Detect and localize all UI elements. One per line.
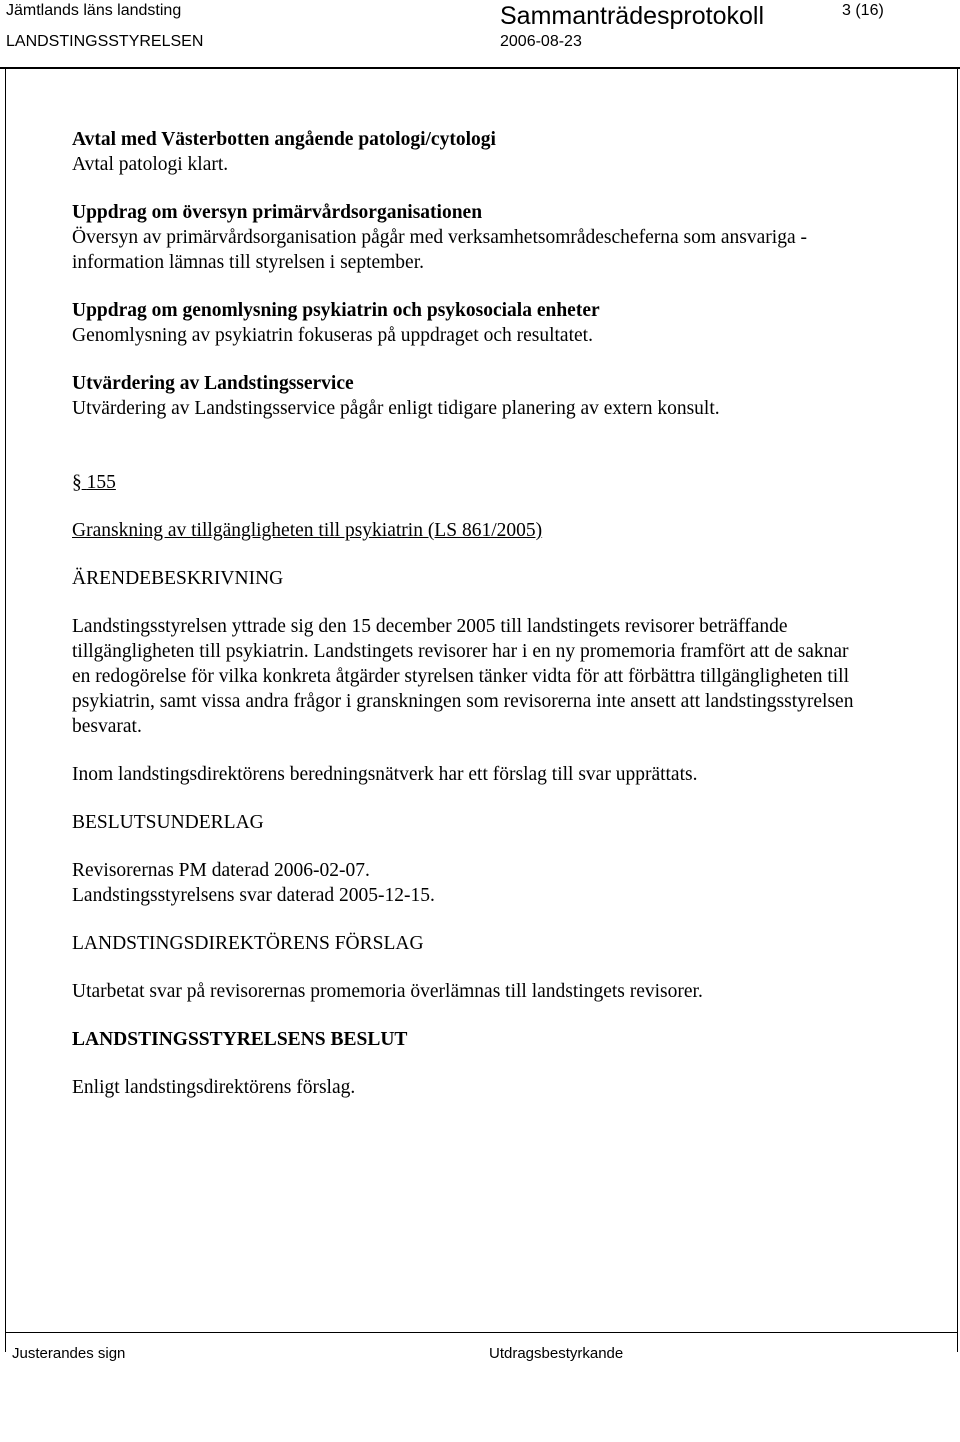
description-line: tillgängligheten till psykiatrin. Landstingets revisorer har i en ny promemoria framfört att de saknar <box>72 641 849 662</box>
section-number: 155 <box>86 472 116 493</box>
section-text-psychiatry-review: Genomlysning av psykiatrin fokuseras på uppdraget och resultatet. <box>72 325 593 346</box>
basis-item: Revisorernas PM daterad 2006-02-07. <box>72 860 370 881</box>
paragraph-title: Granskning av tillgängligheten till psykiatrin (LS 861/2005) <box>72 520 543 541</box>
basis-heading: BESLUTSUNDERLAG <box>72 812 264 833</box>
section-heading-service-evaluation: Utvärdering av Landstingsservice <box>72 373 354 394</box>
header-department: LANDSTINGSSTYRELSEN <box>6 33 204 50</box>
left-margin-line <box>5 69 6 1352</box>
header-organization: Jämtlands läns landsting <box>6 2 182 19</box>
section-text-service-evaluation: Utvärdering av Landstingsservice pågår enligt tidigare planering av extern konsult. <box>72 398 720 419</box>
paragraph-number <box>72 470 942 495</box>
header-divider <box>0 67 960 69</box>
section-heading-psychiatry-review: Uppdrag om genomlysning psykiatrin och psykosociala enheter <box>72 300 600 321</box>
footer-divider <box>5 1332 958 1333</box>
proposal-heading: LANDSTINGSDIREKTÖRENS FÖRSLAG <box>72 933 424 954</box>
section-mark: § <box>72 472 82 493</box>
section-heading-primary-care: Uppdrag om översyn primärvårdsorganisationen <box>72 202 483 223</box>
header-doc-type: Sammanträdesprotokoll <box>500 2 765 30</box>
network-text: Inom landstingsdirektörens beredningsnätverk har ett förslag till svar upprättats. <box>72 764 698 785</box>
decision-heading: LANDSTINGSSTYRELSENS BESLUT <box>72 1029 408 1050</box>
description-line: en redogörelse för vilka konkreta åtgärder styrelsen tänker vidta för att förbättra tillgängligheten till <box>72 666 850 687</box>
document-body <box>72 127 942 1100</box>
description-line: psykiatrin, samt vissa andra frågor i granskningen som revisorerna inte ansett att landstingsstyrelsen <box>72 691 854 712</box>
section-text-pathology: Avtal patologi klart. <box>72 154 229 175</box>
basis-item: Landstingsstyrelsens svar daterad 2005-12-15. <box>72 885 435 906</box>
decision-text: Enligt landstingsdirektörens förslag. <box>72 1077 356 1098</box>
description-line: Landstingsstyrelsen yttrade sig den 15 december 2005 till landstingets revisorer beträffande <box>72 616 788 637</box>
proposal-text: Utarbetat svar på revisorernas promemoria överlämnas till landstingets revisorer. <box>72 981 703 1002</box>
footer-certification-label: Utdragsbestyrkande <box>489 1345 624 1362</box>
header-date: 2006-08-23 <box>500 33 582 50</box>
section-text-primary-care-1: Översyn av primärvårdsorganisation pågår med verksamhetsområdescheferna som ansvariga - <box>72 227 807 248</box>
section-text-primary-care-2: information lämnas till styrelsen i september. <box>72 252 425 273</box>
description-line: besvarat. <box>72 716 142 737</box>
description-heading: ÄRENDEBESKRIVNING <box>72 568 284 589</box>
footer-signature-label: Justerandes sign <box>12 1345 126 1362</box>
right-margin-line <box>957 69 958 1352</box>
header-page-number: 3 (16) <box>842 2 884 19</box>
section-heading-pathology: Avtal med Västerbotten angående patologi/cytologi <box>72 129 496 150</box>
